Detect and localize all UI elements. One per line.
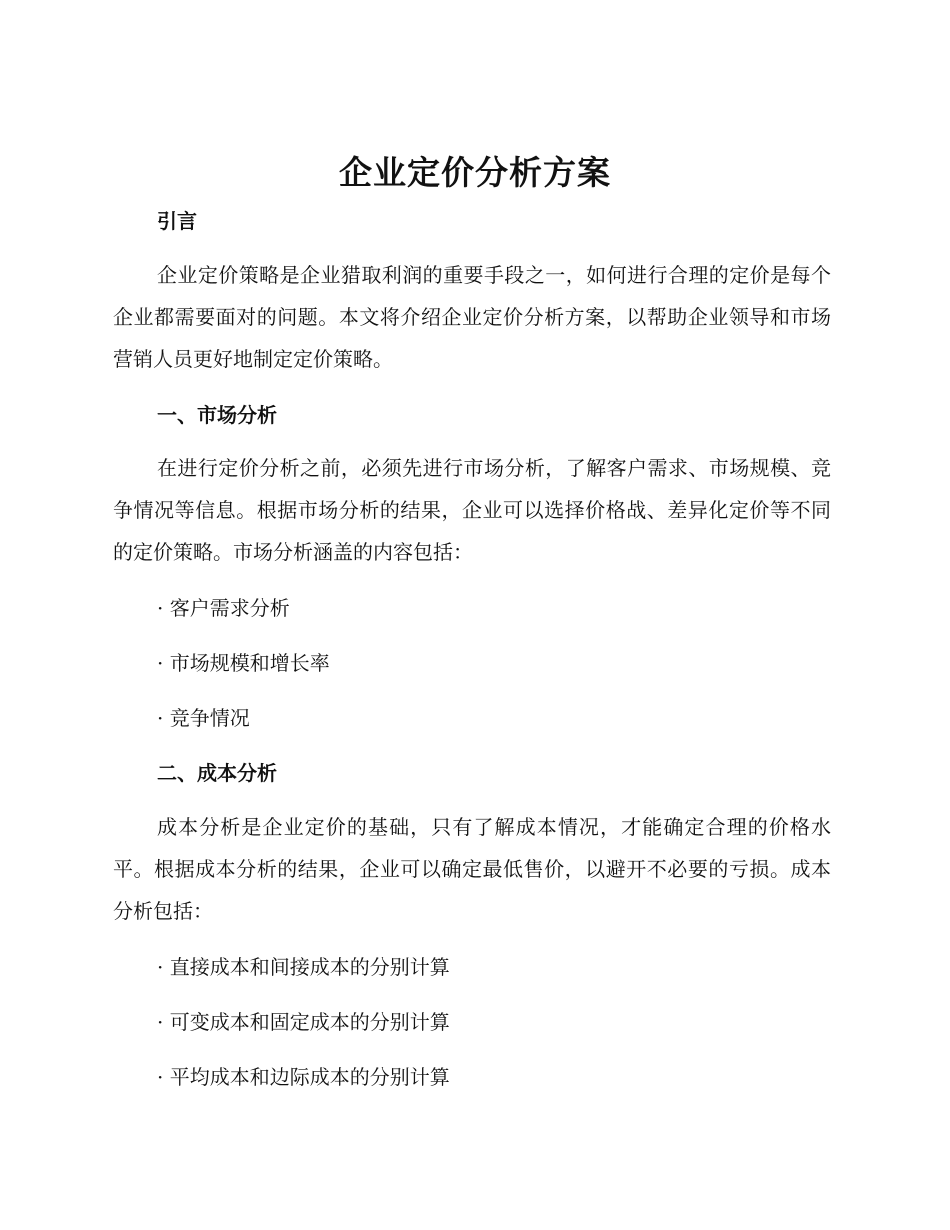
section-paragraph-market: 在进行定价分析之前，必须先进行市场分析，了解客户需求、市场规模、竞争情况等信息。根据市场分析的结果，企业可以选择价格战、差异化定价等不同的定价策略。市场分析涵盖的内容包括： [113, 456, 831, 564]
list-item: · 竞争情况 [157, 706, 250, 730]
section-paragraph-cost: 成本分析是企业定价的基础，只有了解成本情况，才能确定合理的价格水平。根据成本分析的结果，企业可以确定最低售价，以避开不必要的亏损。成本分析包括： [113, 815, 831, 923]
document-title: 企业定价分析方案 [339, 153, 611, 192]
section-heading-intro: 引言 [157, 209, 197, 233]
section-heading-market: 一、市场分析 [157, 403, 277, 427]
section-paragraph-intro: 企业定价策略是企业猎取利润的重要手段之一，如何进行合理的定价是每个企业都需要面对的问题。本文将介绍企业定价分析方案，以帮助企业领导和市场营销人员更好地制定定价策略。 [113, 263, 831, 371]
list-item: · 直接成本和间接成本的分别计算 [157, 955, 450, 979]
list-item: · 市场规模和增长率 [157, 651, 330, 675]
section-heading-cost: 二、成本分析 [157, 761, 277, 785]
list-item: · 可变成本和固定成本的分别计算 [157, 1010, 450, 1034]
list-item: · 平均成本和边际成本的分别计算 [157, 1065, 450, 1089]
list-item: · 客户需求分析 [157, 596, 290, 620]
